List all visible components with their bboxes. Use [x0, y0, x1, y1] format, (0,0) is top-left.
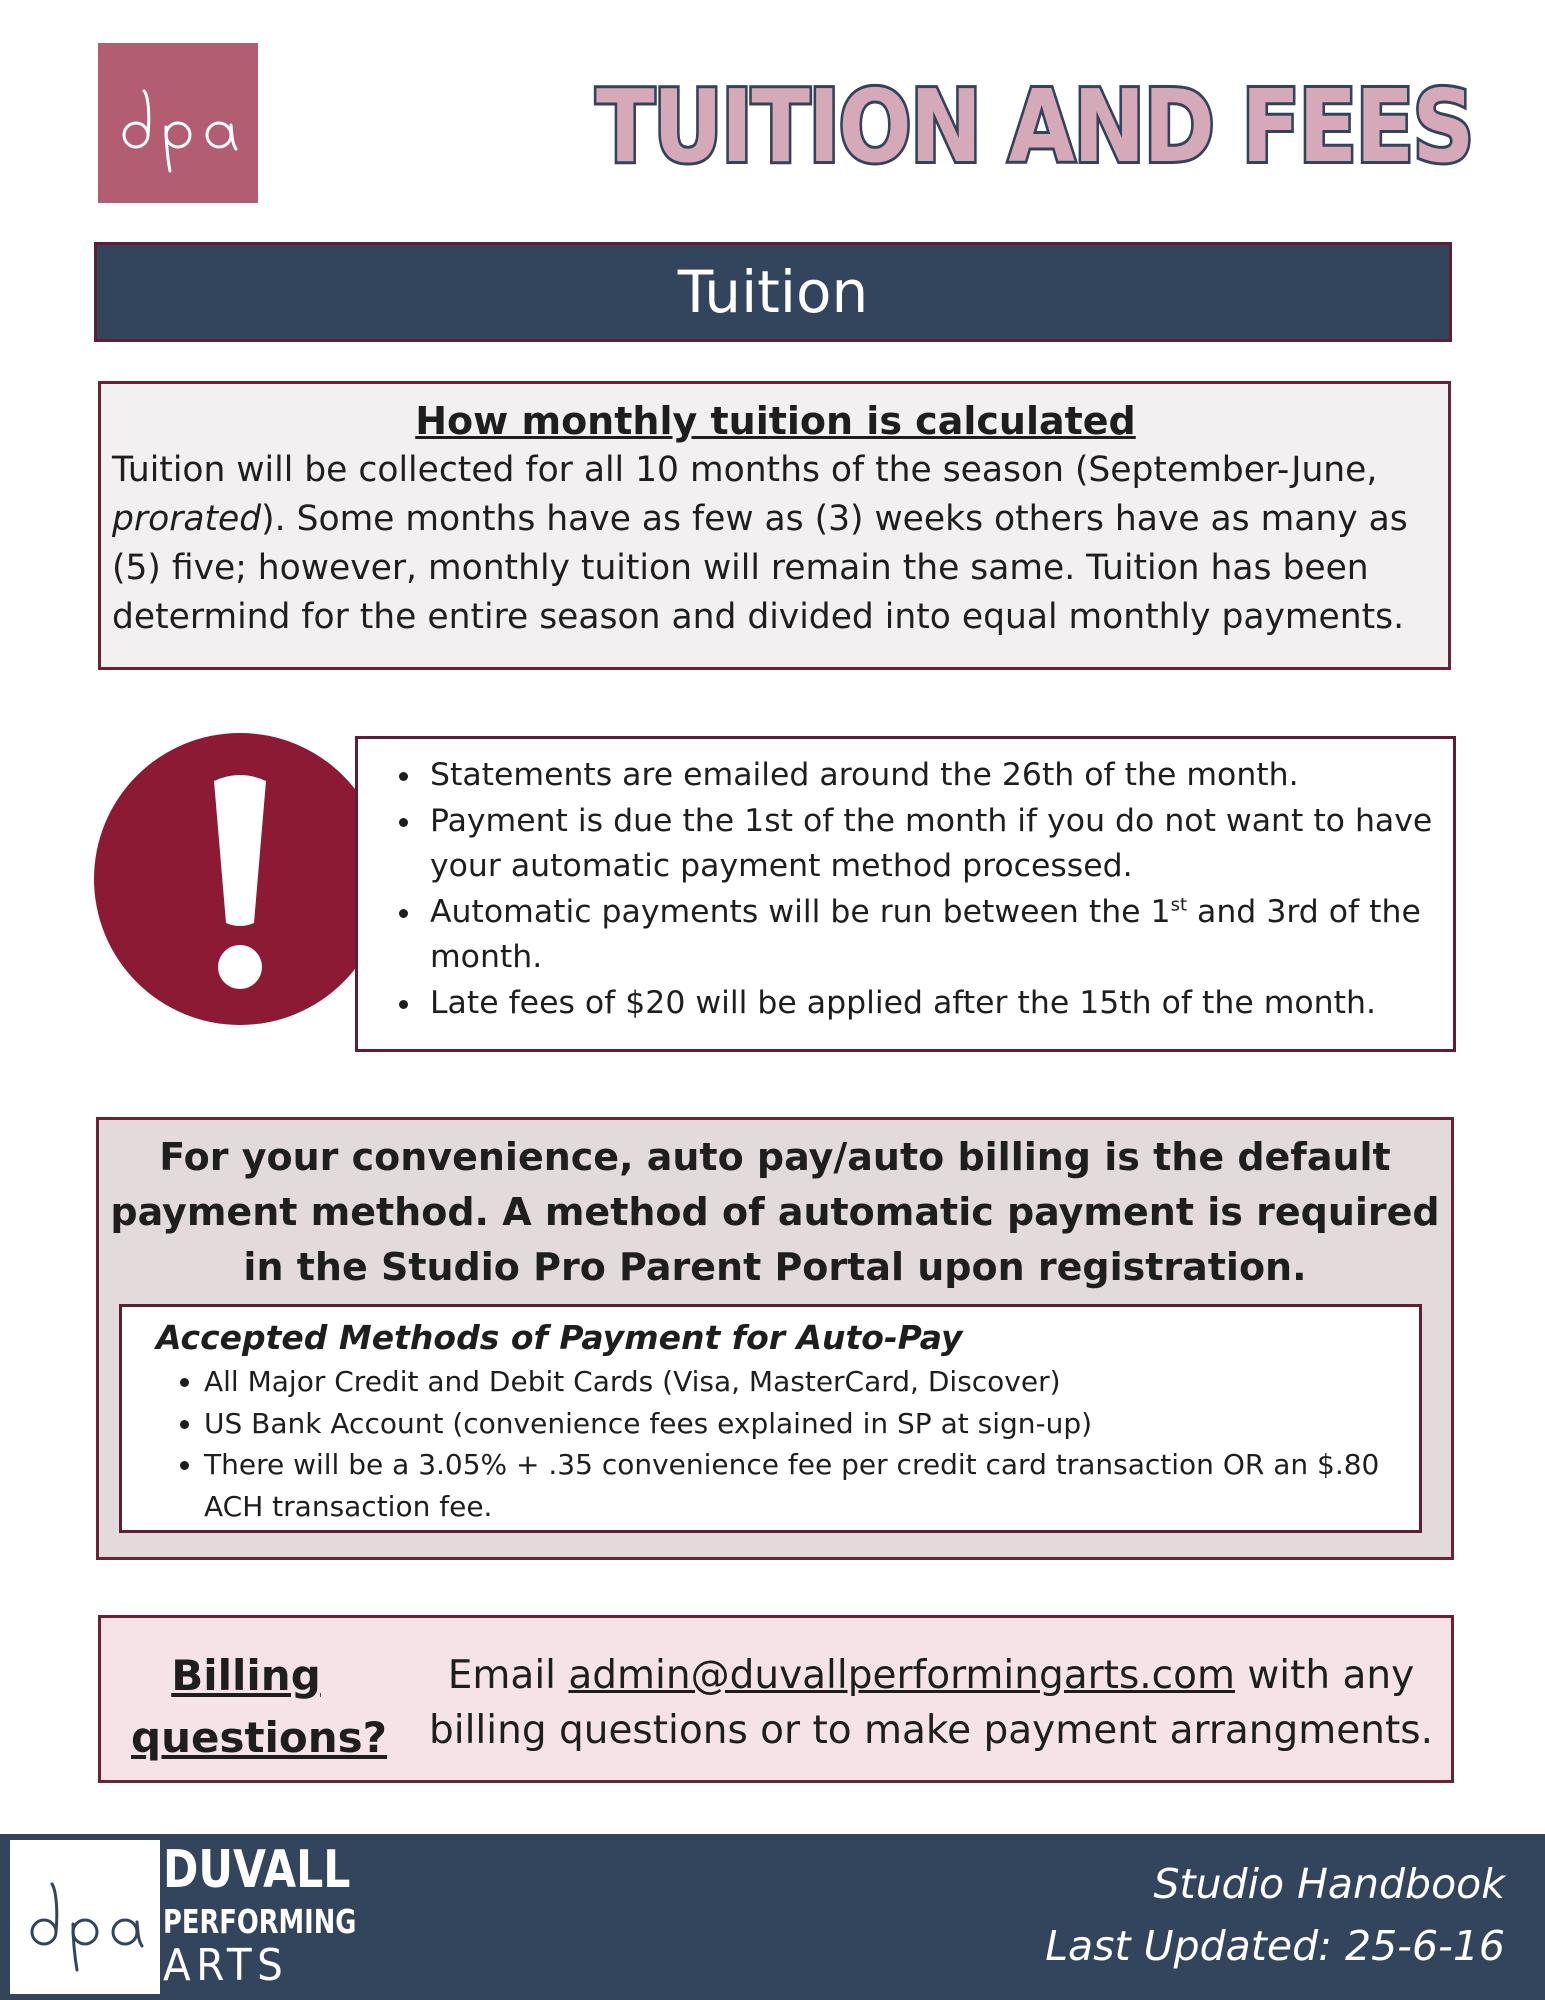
billing-label: Billing questions? [131, 1651, 388, 1762]
footer-last-updated: Last Updated: 25-6-16 [1045, 1922, 1505, 1970]
dpa-logo-icon [98, 43, 258, 203]
billing-text [411, 1648, 1451, 1758]
billing-questions-box [98, 1615, 1454, 1783]
calculation-body-emphasis: prorated [112, 499, 262, 539]
footer-brand-duvall: DUVALL [163, 1840, 351, 1900]
list-item: • Late fees of $20 will be applied after the 15th of the month. [424, 981, 1437, 1027]
list-item: • There will be a 3.05% + .35 convenience fee per credit card transaction OR an $.80 ACH transaction fee. [204, 1444, 1399, 1527]
tuition-calculation-box [98, 381, 1451, 670]
list-item: • Statements are emailed around the 26th of the month. [424, 753, 1437, 799]
autopay-box [96, 1117, 1454, 1560]
exclamation-icon [94, 733, 386, 1025]
list-item: • All Major Credit and Debit Cards (Visa, MasterCard, Discover) [204, 1361, 1399, 1403]
auto-payment-rest: and 3rd of the month. [430, 893, 1421, 975]
ordinal-suffix: st [1170, 894, 1188, 915]
payment-schedule-list [384, 753, 1437, 1026]
autopay-heading: For your convenience, auto pay/auto billing is the default payment method. A method of automatic payment is required in the Studio Pro Parent Portal upon registration. [110, 1135, 1440, 1289]
auto-payment-lead: Automatic payments will be run between the 1 [430, 893, 1171, 930]
billing-email-link[interactable]: admin@duvallperformingarts.com [568, 1653, 1235, 1698]
footer-dpa-logo-icon [10, 1840, 160, 1994]
billing-text-lead: Email [447, 1653, 569, 1698]
list-item: • US Bank Account (convenience fees explained in SP at sign-up) [204, 1403, 1399, 1445]
list-item: • Payment is due the 1st of the month if you do not want to have your automatic payment method processed. [424, 799, 1437, 890]
calculation-heading: How monthly tuition is calculated [415, 399, 1136, 443]
page-title: TUITION AND FEES [596, 68, 1473, 185]
dpa-logo [98, 43, 258, 203]
calculation-body-rest: ). Some months have as few as (3) weeks others have as many as (5) five; however, monthly tuition will remain the same. Tuition has been determind for the entire season and divided into equal monthly payments. [112, 499, 1408, 637]
payment-methods-box [119, 1304, 1422, 1533]
calculation-body-lead: Tuition will be collected for all 10 months of the season (September-June, [112, 450, 1378, 490]
billing-text-rest: with any billing questions or to make payment arrangments. [429, 1653, 1433, 1753]
list-item [424, 890, 1437, 981]
footer-handbook-label: Studio Handbook [1153, 1860, 1505, 1908]
section-banner: Tuition [94, 242, 1452, 342]
payment-methods-list [156, 1361, 1399, 1527]
footer-brand-performing: PERFORMING [163, 1902, 357, 1941]
payment-schedule-box [355, 736, 1456, 1052]
calculation-body [112, 446, 1439, 642]
footer-brand-arts: ARTS [163, 1940, 289, 1991]
methods-heading: Accepted Methods of Payment for Auto-Pay [156, 1318, 963, 1357]
footer [0, 1834, 1545, 2000]
